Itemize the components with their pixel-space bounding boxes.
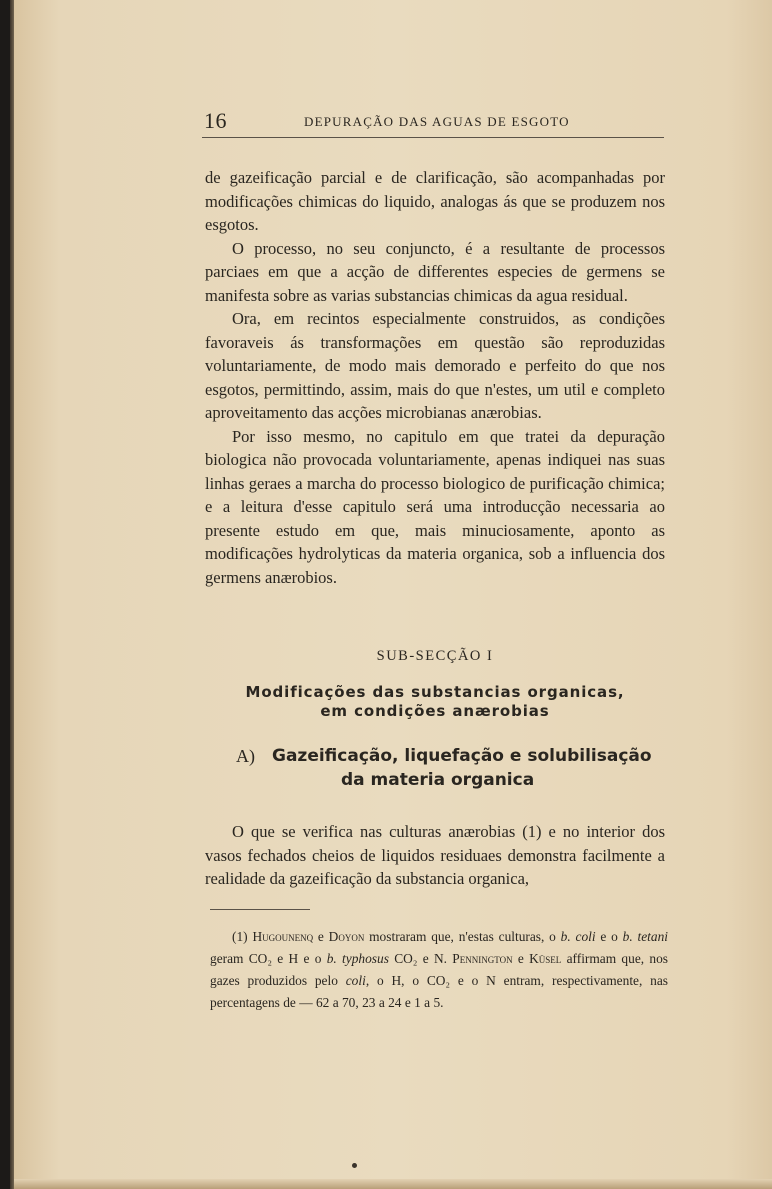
footnote-text: e o [595, 929, 623, 944]
footnote-paragraph [210, 926, 668, 1014]
paragraph: O processo, no seu conjuncto, é a resultante de processos parciaes em que a acção de differentes especies de germens se manifesta sobre as varias substancias chimicas da agua residual. [205, 238, 665, 305]
author-name: Doyon [328, 929, 365, 944]
footnote-text: mostraram que, n'estas culturas, o [364, 929, 561, 944]
heading-a-line1: Gazeificação, liquefação e solubilisação [272, 746, 652, 766]
author-name: Küsel [529, 951, 562, 966]
paragraph: de gazeificação parcial e de clarificação, são acompanhadas por modificações chimicas do liquido, analogas ás que se produzem nos esgotos. [205, 168, 665, 234]
page-number: 16 [204, 108, 227, 133]
paragraph: O que se verifica nas culturas anærobias (1) e no interior dos vasos fechados cheios de liquidos residuaes demonstra facilmente a realidade da gazeificação da substancia organica, [205, 822, 665, 888]
species-name: b. typhosus [326, 951, 389, 966]
section-title-line2: em condições anærobias [320, 702, 550, 720]
footnote-text: geram CO₂ e H e o [210, 951, 327, 966]
footnote-marker: (1) [232, 929, 248, 944]
main-text-bottom [205, 820, 665, 891]
heading-a-line2: da materia organica [341, 770, 535, 790]
footnote-text: affirmam que, nos gazes produzidos pelo [210, 951, 668, 988]
main-text-top [205, 166, 665, 589]
paragraph: Por isso mesmo, no capitulo em que tratei da depuração biologica não provocada voluntariamente, apenas indiquei nas suas linhas geraes a marcha do processo biologico de purificação chimica; e a leitura d'esse capitulo será uma introducção necessaria ao presente estudo em que, mais minuciosamente, aponto as modificações hydrolyticas da materia organica, sob a influencia dos germens anærobios. [205, 426, 665, 587]
ink-dot [352, 1163, 357, 1168]
heading-a-label: A) [236, 746, 255, 766]
footnote-text: CO₂ e N. [388, 951, 453, 966]
species-name: coli [345, 973, 366, 988]
footnote-text: e [512, 951, 530, 966]
footnote-text: , o H, o CO₂ e o N entram, respectivamente, nas percentagens de — 62 a 70, 23 a 24 e 1 a 5. [210, 973, 668, 1010]
running-title: DEPURAÇÃO DAS AGUAS DE ESGOTO [304, 114, 570, 129]
page-header [204, 108, 664, 134]
author-name: Hugounenq [252, 929, 314, 944]
page-bottom-edge [14, 1179, 772, 1189]
footnote-text: e [313, 929, 329, 944]
subsection-label: SUB-SECÇÃO I [376, 648, 494, 664]
paragraph: Ora, em recintos especialmente construidos, as condições favoraveis ás transformações em questão são reproduzidas voluntariamente, de modo mais demorado e perfeito do que nos esgotos, permittindo, assim, mais do que n'estes, um util e completo aproveitamento das acções microbianas anærobias. [205, 309, 665, 422]
section-title-line1: Modificações das substancias organicas, [245, 683, 625, 701]
species-name: b. coli [560, 929, 596, 944]
header-rule [202, 137, 664, 138]
author-name: Pennington [452, 951, 513, 966]
footnote-rule [210, 909, 310, 910]
species-name: b. tetani [622, 929, 668, 944]
section-title [205, 683, 665, 721]
footnote [210, 926, 668, 1014]
